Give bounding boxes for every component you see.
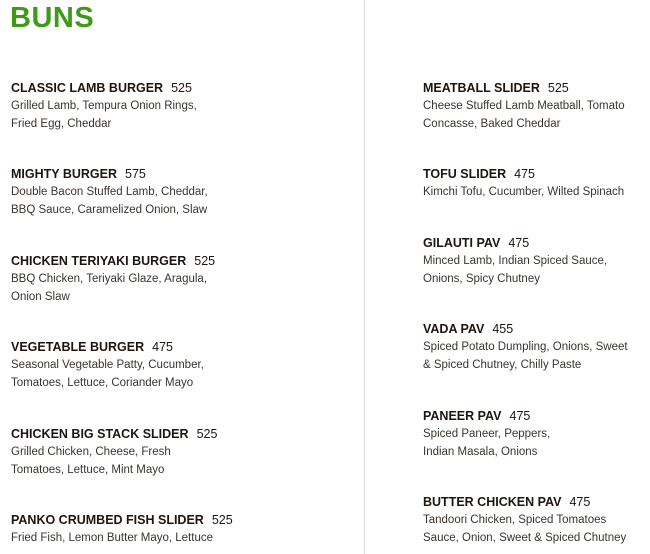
item-name: CHICKEN TERIYAKI BURGER 525 [11, 254, 216, 268]
item-price: 525 [196, 427, 218, 441]
item-name: PANKO CRUMBED FISH SLIDER 525 [11, 513, 233, 527]
menu-item [11, 339, 331, 392]
item-price: 475 [569, 495, 591, 509]
item-name: CHICKEN BIG STACK SLIDER 525 [11, 427, 218, 441]
menu-item [11, 253, 331, 306]
menu-item [423, 235, 650, 288]
item-description: Cheese Stuffed Lamb Meatball, Tomato Concasse, Baked Cheddar [423, 100, 625, 130]
item-description: Tandoori Chicken, Spiced Tomatoes Sauce, Onion, Sweet & Spiced Chutney [423, 514, 627, 544]
item-name: TOFU SLIDER 475 [423, 167, 535, 181]
item-price: 575 [125, 167, 146, 181]
item-price: 525 [194, 254, 216, 268]
section-title: BUNS [10, 2, 95, 34]
item-name: VADA PAV 455 [423, 322, 514, 336]
item-price: 525 [547, 81, 569, 95]
item-name: MIGHTY BURGER 575 [11, 167, 146, 181]
item-name: PANEER PAV 475 [423, 409, 531, 423]
menu-item [11, 80, 331, 133]
item-description: Minced Lamb, Indian Spiced Sauce, Onions, Spicy Chutney [423, 255, 608, 285]
item-description: Seasonal Vegetable Patty, Cucumber, Tomatoes, Lettuce, Coriander Mayo [11, 359, 204, 389]
item-name: BUTTER CHICKEN PAV 475 [423, 495, 591, 509]
item-description: Kimchi Tofu, Cucumber, Wilted Spinach [423, 186, 625, 198]
menu-item [423, 408, 650, 461]
item-description: Fried Fish, Lemon Butter Mayo, Lettuce [11, 532, 213, 544]
item-description: Grilled Chicken, Cheese, Fresh Tomatoes, Lettuce, Mint Mayo [11, 446, 171, 476]
menu-item [11, 512, 331, 548]
item-price: 455 [492, 322, 514, 336]
item-price: 525 [171, 81, 192, 95]
menu-item [423, 494, 650, 547]
menu-item [423, 80, 650, 133]
column-divider [364, 0, 365, 554]
menu-item [423, 166, 650, 202]
menu-item [11, 426, 331, 479]
item-price: 475 [152, 340, 173, 354]
item-description: Spiced Paneer, Peppers, Indian Masala, Onions [423, 428, 551, 458]
item-description: Double Bacon Stuffed Lamb, Cheddar, BBQ Sauce, Caramelized Onion, Slaw [11, 186, 208, 216]
item-name: GILAUTI PAV 475 [423, 236, 530, 250]
item-price: 475 [508, 236, 530, 250]
item-name: CLASSIC LAMB BURGER 525 [11, 81, 192, 95]
item-description: Grilled Lamb, Tempura Onion Rings, Fried Egg, Cheddar [11, 100, 197, 130]
item-price: 475 [509, 409, 531, 423]
item-description: BBQ Chicken, Teriyaki Glaze, Aragula, Onion Slaw [11, 273, 208, 303]
item-name: VEGETABLE BURGER 475 [11, 340, 173, 354]
menu-item [11, 166, 331, 219]
item-price: 475 [514, 167, 535, 181]
menu-item [423, 321, 650, 374]
item-price: 525 [211, 513, 233, 527]
item-name: MEATBALL SLIDER 525 [423, 81, 569, 95]
item-description: Spiced Potato Dumpling, Onions, Sweet & Spiced Chutney, Chilly Paste [423, 341, 628, 371]
